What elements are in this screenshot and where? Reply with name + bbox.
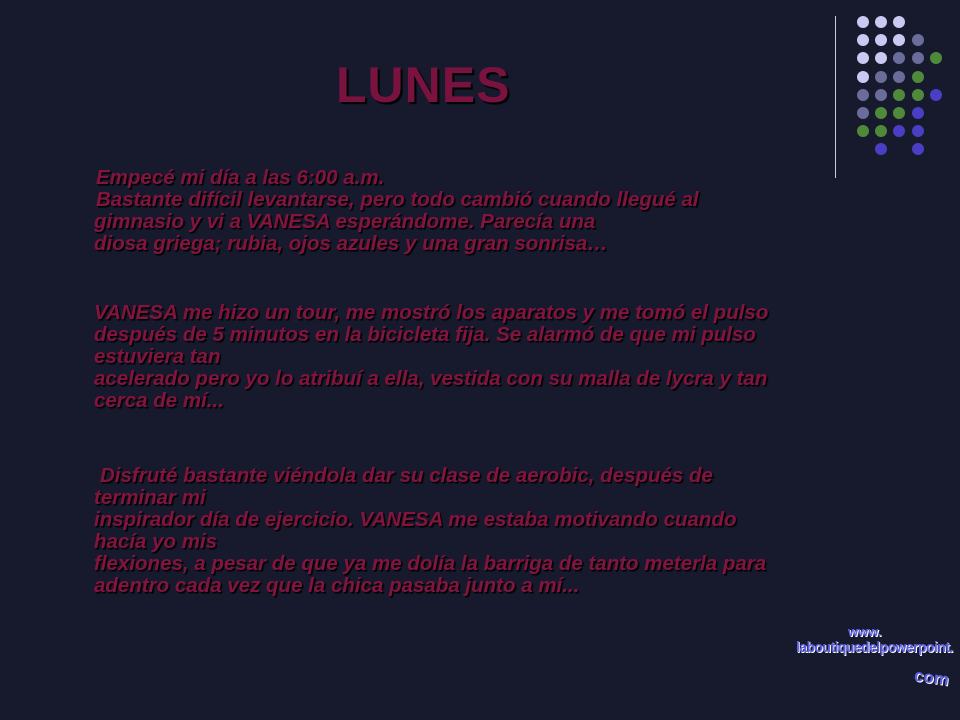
paragraph-1: [94, 167, 914, 189]
paragraph-4: [94, 465, 914, 597]
decor-dot: [857, 125, 869, 137]
decor-dot: [857, 34, 869, 46]
text-line: hacía yo mis: [94, 530, 218, 553]
decor-dot: [857, 107, 869, 119]
text-line: gimnasio y vi a VANESA esperándome. Parecía una: [94, 210, 596, 233]
text-line: estuviera tan: [94, 345, 221, 368]
decor-dot: [893, 89, 905, 101]
decor-dot: [893, 16, 905, 28]
text-line: adentro cada vez que la chica pasaba junto a mí...: [94, 574, 580, 597]
decor-dot: [912, 34, 924, 46]
text-line: después de 5 minutos en la bicicleta fija. Se alarmó de que mi pulso: [94, 323, 756, 346]
text-line: Disfruté bastante viéndola dar su clase de aerobic, después de: [100, 464, 713, 487]
text-line: Bastante difícil levantarse, pero todo cambió cuando llegué al: [96, 188, 699, 211]
text-line: VANESA me hizo un tour, me mostró los aparatos y me tomó el pulso: [94, 301, 769, 324]
logo-line-name: laboutiquedelpowerpoint.: [796, 639, 953, 656]
decor-dot: [893, 71, 905, 83]
decor-dot: [857, 71, 869, 83]
logo-line-www: www.: [848, 624, 882, 639]
divider-line: [835, 16, 836, 178]
decor-dot: [875, 143, 887, 155]
decor-dot: [893, 107, 905, 119]
decor-dot: [875, 34, 887, 46]
text-line: inspirador día de ejercicio. VANESA me estaba motivando cuando: [94, 508, 737, 531]
slide-title: LUNES: [336, 57, 511, 113]
text-line: diosa griega; rubia, ojos azules y una gran sonrisa…: [94, 232, 608, 255]
decor-dot: [912, 52, 924, 64]
decor-dot: [875, 107, 887, 119]
decor-dot: [930, 89, 942, 101]
decor-dot: [893, 52, 905, 64]
decor-dot: [912, 125, 924, 137]
text-line: terminar mi: [94, 486, 206, 509]
paragraph-3: [94, 302, 914, 412]
decor-dot: [875, 125, 887, 137]
decor-dot: [875, 71, 887, 83]
text-line: flexiones, a pesar de que ya me dolía la barriga de tanto meterla para: [94, 552, 767, 575]
decor-dot: [930, 52, 942, 64]
decor-dot: [875, 89, 887, 101]
paragraph-2: [94, 189, 914, 255]
decor-dot: [875, 52, 887, 64]
decor-dot: [912, 89, 924, 101]
decor-dot: [912, 107, 924, 119]
logo-line-com: com: [912, 665, 951, 690]
text-line: acelerado pero yo lo atribuí a ella, vestida con su malla de lycra y tan: [94, 367, 768, 390]
decor-dot: [857, 89, 869, 101]
decor-dot: [912, 71, 924, 83]
decor-dot: [893, 125, 905, 137]
decor-dot: [912, 143, 924, 155]
decor-dot: [857, 16, 869, 28]
text-line: cerca de mí...: [94, 389, 224, 412]
decor-dot: [857, 52, 869, 64]
site-logo: [796, 624, 953, 694]
decor-dot: [893, 34, 905, 46]
decor-dot: [875, 16, 887, 28]
text-line: Empecé mi día a las 6:00 a.m.: [96, 166, 385, 189]
